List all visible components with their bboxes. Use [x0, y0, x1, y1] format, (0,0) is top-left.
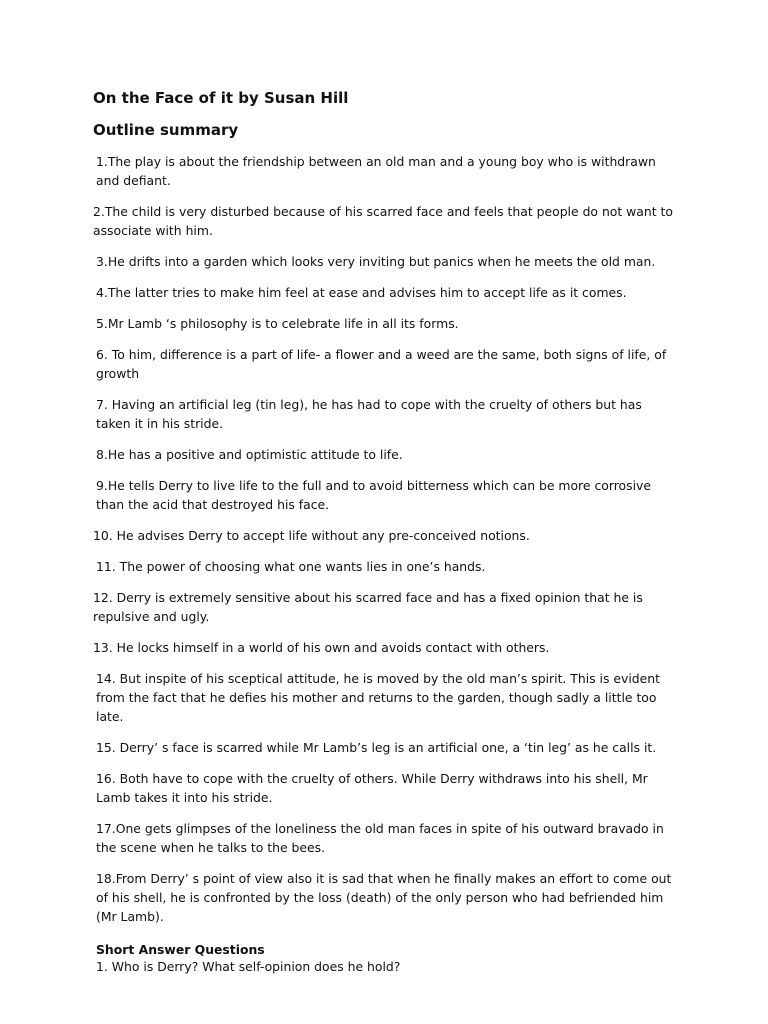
summary-point-14: 14. But inspite of his sceptical attitude, he is moved by the old man’s spirit. This is evident from the fact that he defies his mother and returns to the garden, though sadly a little too late.	[96, 671, 660, 724]
summary-point-12: 12. Derry is extremely sensitive about his scarred face and has a fixed opinion that he is repulsive and ugly.	[93, 590, 643, 624]
summary-point-5: 5.Mr Lamb ‘s philosophy is to celebrate life in all its forms.	[96, 316, 459, 331]
summary-point-8: 8.He has a positive and optimistic attitude to life.	[96, 447, 403, 462]
summary-point-13: 13. He locks himself in a world of his own and avoids contact with others.	[93, 640, 550, 655]
summary-point-7: 7. Having an artificial leg (tin leg), he has had to cope with the cruelty of others but has taken it in his stride.	[96, 397, 642, 431]
short-answer-question-1: 1. Who is Derry? What self-opinion does he hold?	[96, 959, 401, 974]
summary-point-4: 4.The latter tries to make him feel at ease and advises him to accept life as it comes.	[96, 285, 627, 300]
summary-point-10: 10. He advises Derry to accept life without any pre-conceived notions.	[93, 528, 530, 543]
summary-point-15: 15. Derry’ s face is scarred while Mr Lamb’s leg is an artificial one, a ‘tin leg’ as he calls it.	[96, 740, 657, 755]
summary-point-6: 6. To him, difference is a part of life- a flower and a weed are the same, both signs of life, of growth	[96, 347, 667, 381]
summary-point-16: 16. Both have to cope with the cruelty of others. While Derry withdraws into his shell, Mr Lamb takes it into his stride.	[96, 771, 648, 805]
short-answer-heading: Short Answer Questions	[96, 942, 265, 957]
summary-point-3: 3.He drifts into a garden which looks very inviting but panics when he meets the old man.	[96, 254, 656, 269]
summary-point-11: 11. The power of choosing what one wants lies in one’s hands.	[96, 559, 486, 574]
outline-summary-heading: Outline summary	[93, 121, 239, 139]
summary-point-18: 18.From Derry’ s point of view also it is sad that when he finally makes an effort to come out of his shell, he is confronted by the loss (death) of the only person who had befriended him (Mr Lamb).	[96, 871, 672, 924]
summary-point-1: 1.The play is about the friendship between an old man and a young boy who is withdrawn and defiant.	[96, 154, 656, 188]
summary-point-2: 2.The child is very disturbed because of his scarred face and feels that people do not want to associate with him.	[93, 204, 673, 238]
summary-point-17: 17.One gets glimpses of the loneliness the old man faces in spite of his outward bravado in the scene when he talks to the bees.	[96, 821, 664, 855]
summary-point-9: 9.He tells Derry to live life to the full and to avoid bitterness which can be more corrosive than the acid that destroyed his face.	[96, 478, 651, 512]
document-page	[93, 88, 673, 975]
document-title: On the Face of it by Susan Hill	[93, 89, 349, 107]
